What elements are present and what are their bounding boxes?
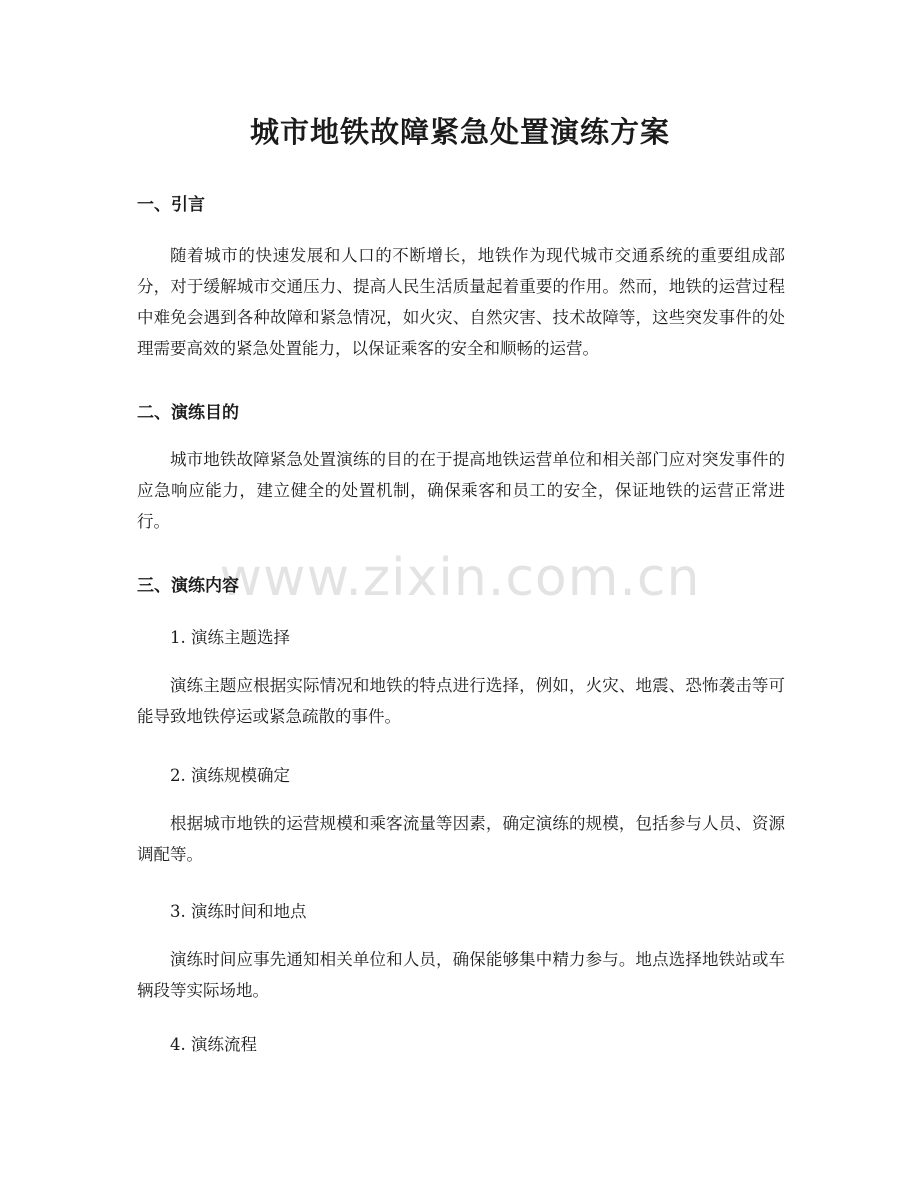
list-item-label: 3. 演练时间和地点 <box>170 902 307 921</box>
list-item-text: 演练时间应事先通知相关单位和人员，确保能够集中精力参与。地点选择地铁站或车辆段等实际场地。 <box>137 950 785 1000</box>
section-heading-content: 三、演练内容 <box>137 576 239 596</box>
list-item-label: 2. 演练规模确定 <box>170 766 290 785</box>
list-item-text: 演练主题应根据实际情况和地铁的特点进行选择，例如，火灾、地震、恐怖袭击等可能导致地铁停运或紧急疏散的事件。 <box>137 676 785 726</box>
list-item-label: 4. 演练流程 <box>170 1035 257 1054</box>
list-item-text: 根据城市地铁的运营规模和乘客流量等因素，确定演练的规模，包括参与人员、资源调配等。 <box>137 814 785 864</box>
document-title: 城市地铁故障紧急处置演练方案 <box>249 115 670 149</box>
section-paragraph-introduction: 随着城市的快速发展和人口的不断增长，地铁作为现代城市交通系统的重要组成部分，对于缓解城市交通压力、提高人民生活质量起着重要的作用。然而，地铁的运营过程中难免会遇到各种故障和紧急情况，如火灾、自然灾害、技术故障等，这些突发事件的处理需要高效的紧急处置能力，以保证乘客的安全和顺畅的运营。 <box>137 246 785 358</box>
watermark: www.zixin.com.cn <box>219 548 701 608</box>
section-paragraph-purpose: 城市地铁故障紧急处置演练的目的在于提高地铁运营单位和相关部门应对突发事件的应急响应能力，建立健全的处置机制，确保乘客和员工的安全，保证地铁的运营正常进行。 <box>137 450 785 531</box>
list-item-label: 1. 演练主题选择 <box>170 628 290 647</box>
section-heading-purpose: 二、演练目的 <box>137 403 239 423</box>
section-heading-introduction: 一、引言 <box>137 195 205 215</box>
